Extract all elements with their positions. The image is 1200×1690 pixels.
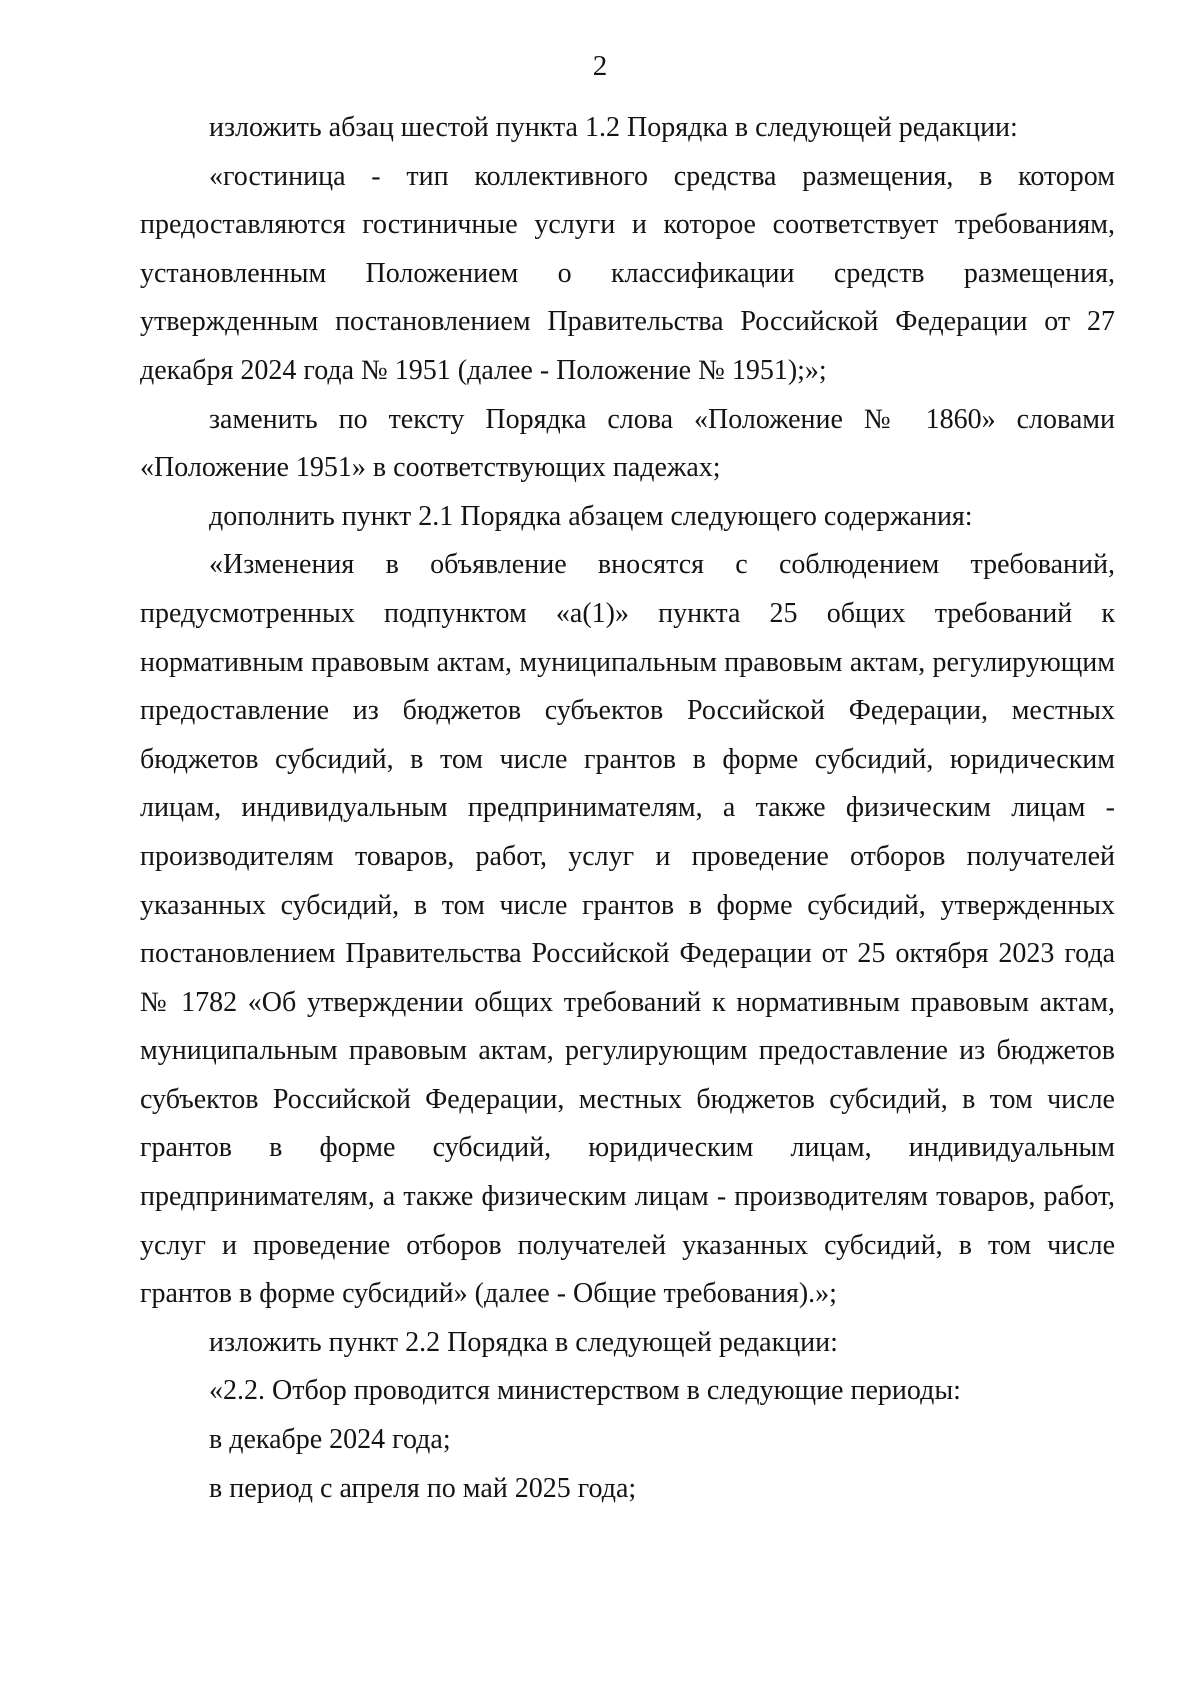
paragraph-replace-words: заменить по тексту Порядка слова «Положение № 1860» словами «Положение 1951» в соответствующих падежах;: [140, 403, 1115, 484]
page-number: 2: [592, 50, 608, 82]
paragraph-selection-periods: «2.2. Отбор проводится министерством в следующие периоды:: [209, 1375, 961, 1407]
paragraph-period-december-2024: в декабре 2024 года;: [209, 1424, 451, 1456]
paragraph-period-april-may-2025: в период с апреля по май 2025 года;: [209, 1472, 637, 1504]
paragraph-amend-1-2: изложить абзац шестой пункта 1.2 Порядка в следующей редакции:: [209, 112, 1018, 143]
paragraph-changes-requirements: «Изменения в объявление вносятся с соблюдением требований, предусмотренных подпунктом «а(1)» пункта 25 общих требований к нормативным правовым актам, муниципальным правовым актам, регулирующим предоставление из бюджетов субъектов Российской Федерации, местных бюджетов субсидий, в том числе грантов в форме субсидий, юридическим лицам, индивидуальным предпринимателям, а также физическим лицам - производителям товаров, работ, услуг и проведение отборов получателей указанных субсидий, в том числе грантов в форме субсидий, утвержденных постановлением Правительства Российской Федерации от 25 октября 2023 года № 1782 «Об утверждении общих требований к нормативным правовым актам, муниципальным правовым актам, регулирующим предоставление из бюджетов субъектов Российской Федерации, местных бюджетов субсидий, в том числе грантов в форме субсидий, юридическим лицам, индивидуальным предпринимателям, а также физическим лицам - производителям товаров, работ, услуг и проведение отборов получателей указанных субсидий, в том числе грантов в форме субсидий» (далее - Общие требования).»;: [140, 549, 1115, 1310]
paragraph-hotel-definition: «гостиница - тип коллективного средства размещения, в котором предоставляются гостиничные услуги и которое соответствует требованиям, установленным Положением о классификации средств размещения, утвержденным постановлением Правительства Российской Федерации от 27 декабря 2024 года № 1951 (далее - Положение № 1951);»;: [140, 160, 1115, 386]
paragraph-amend-2-1: дополнить пункт 2.1 Порядка абзацем следующего содержания:: [209, 500, 973, 532]
document-body: [140, 104, 1115, 1513]
paragraph-amend-2-2: изложить пункт 2.2 Порядка в следующей редакции:: [209, 1326, 838, 1358]
